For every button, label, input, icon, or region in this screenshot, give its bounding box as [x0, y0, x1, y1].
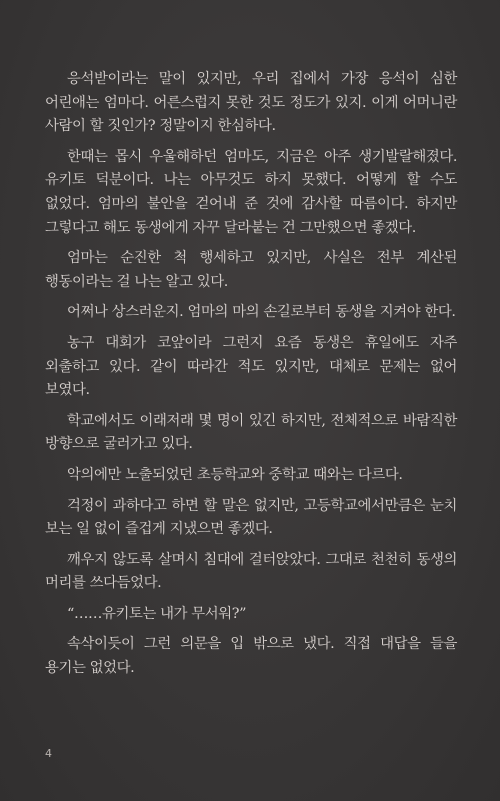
paragraph-11: 속삭이듯이 그런 의문을 입 밖으로 냈다. 직접 대답을 들을 용기는 없었다. [45, 636, 457, 677]
paragraph-4: 어쩌나 상스러운지. 엄마의 마의 손길로부터 동생을 지켜야 한다. [67, 304, 456, 321]
paragraph-8: 걱정이 과하다고 하면 할 말은 없지만, 고등학교에서만큼은 눈치 보는 일 없이 즐겁게 지냈으면 좋겠다. [45, 497, 457, 538]
paragraph-2: 한때는 몹시 우울해하던 엄마도, 지금은 아주 생기발랄해졌다. 유키토 덕분이다. 나는 아무것도 하지 못했다. 어떻게 할 수도 없었다. 엄마의 불안을 걷어내 준 것에 감사할 따름이다. 하지만 그렇다고 해도 동생에게 자꾸 달라붙는 건 그만했으면 좋겠다. [45, 148, 457, 236]
paragraph-7: 악의에만 노출되었던 초등학교와 중학교 때와는 다르다. [67, 466, 403, 483]
paragraph-1: 응석받이라는 말이 있지만, 우리 집에서 가장 응석이 심한 어린애는 엄마다. 어른스럽지 못한 것도 정도가 있지. 이게 어머니란 사람이 할 짓인가? 정말이지 한심하다. [45, 71, 457, 135]
body-text [45, 68, 457, 681]
paragraph-3: 엄마는 순진한 척 행세하고 있지만, 사실은 전부 계산된 행동이라는 걸 나는 알고 있다. [45, 250, 457, 290]
page-number: 4 [45, 747, 52, 760]
paragraph-9: 깨우지 않도록 살며시 침대에 걸터앉았다. 그대로 천천히 동생의 머리를 쓰다듬었다. [45, 551, 457, 592]
paragraph-5: 농구 대회가 코앞이라 그런지 요즘 동생은 휴일에도 자주 외출하고 있다. 같이 따라간 적도 있지만, 대체로 문제는 없어 보였다. [45, 334, 457, 399]
paragraph-10: “……유키토는 내가 무서워?” [67, 605, 247, 622]
paragraph-6: 학교에서도 이래저래 몇 명이 있긴 하지만, 전체적으로 바람직한 방향으로 굴러가고 있다. [45, 412, 457, 453]
